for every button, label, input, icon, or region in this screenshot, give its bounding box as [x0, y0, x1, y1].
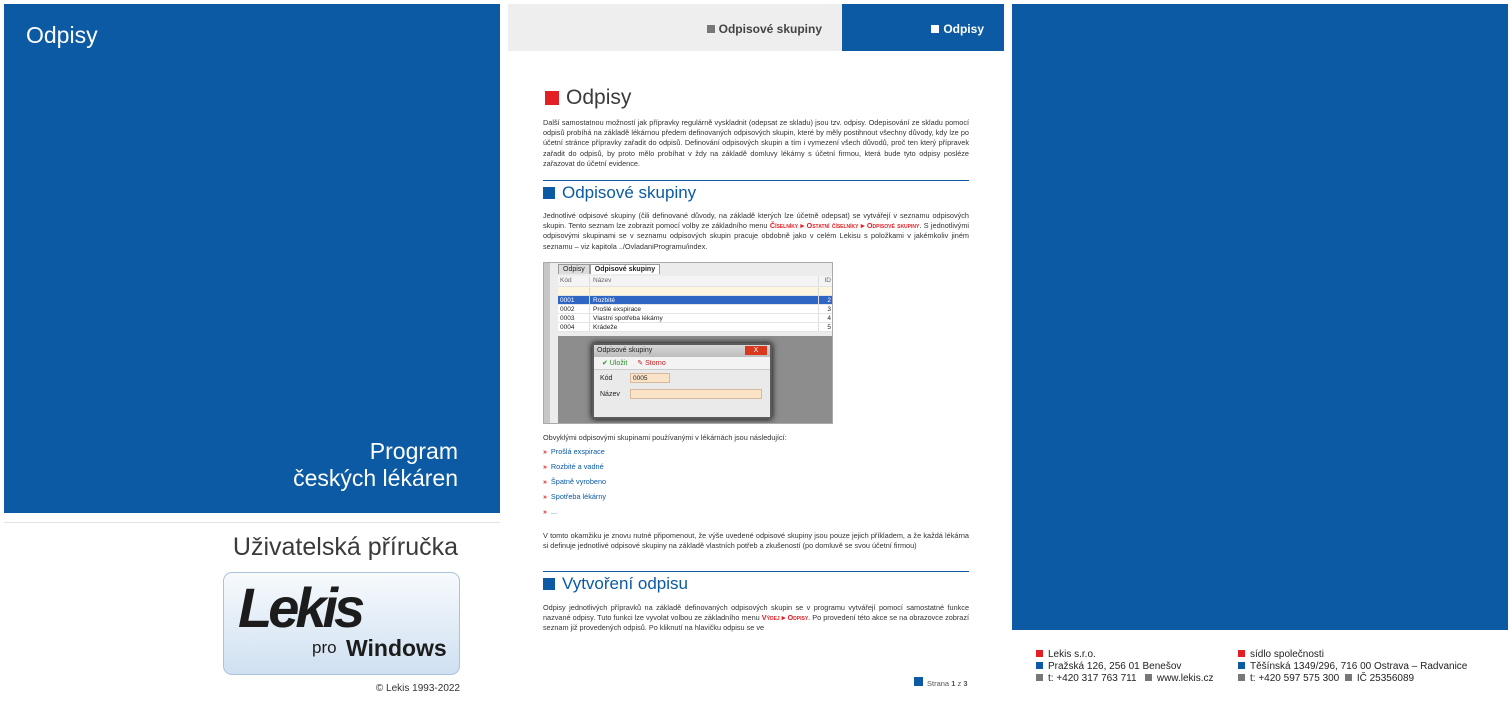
name-field	[630, 389, 762, 399]
cover-panel	[4, 4, 500, 513]
paragraph-common-groups: Obvyklými odpisovými skupinami používanými v lékárnách jsou následující:	[543, 433, 787, 442]
list-item: » Špatně vyrobeno	[543, 477, 607, 486]
blue-square-icon	[543, 187, 555, 199]
paragraph-text: . Po provedení této akce se na obrazovce zobrazí seznam již provedených odpisů. Po kliknutí na hlavičku odpisu se ve	[543, 613, 969, 633]
list-item: » Prošlá exspirace	[543, 447, 605, 456]
dialog-row-name	[594, 386, 770, 402]
header-tab-label: Odpisové skupiny	[718, 22, 822, 36]
grid-col-id: ID	[824, 277, 831, 284]
company-phone: t: +420 317 763 711	[1048, 673, 1137, 684]
cell-code: 0003	[558, 314, 590, 322]
list-item: » ...	[543, 507, 557, 516]
table-row	[558, 323, 833, 332]
cover-program-title	[160, 438, 458, 492]
copyright: © Lekis 1993-2022	[375, 683, 460, 694]
back-cover-panel	[1012, 4, 1508, 630]
heading-text: Vytvoření odpisu	[562, 574, 688, 593]
grid-header	[558, 276, 833, 287]
screenshot-tab-skupiny: Odpisové skupiny	[590, 264, 660, 274]
list-item: » Spotřeba lékárny	[543, 492, 607, 501]
menu-path-ciselniky[interactable]: Číselníky	[769, 221, 799, 231]
double-arrow-icon: »	[543, 509, 547, 516]
hq-ico: IČ 25356089	[1356, 673, 1415, 684]
section-rule	[543, 180, 969, 181]
company-name: Lekis s.r.o.	[1048, 649, 1096, 660]
cell-num: 2	[827, 297, 831, 304]
dialog-titlebar	[594, 345, 770, 357]
square-icon	[1345, 674, 1352, 681]
header-tab-label: Odpisy	[943, 22, 984, 36]
double-arrow-icon: »	[543, 494, 547, 501]
red-square-icon	[545, 91, 559, 105]
grid-filter-row	[558, 287, 833, 296]
screenshot-dialog	[592, 343, 772, 419]
square-icon	[1036, 650, 1043, 657]
cover-program-line1: Program	[369, 438, 458, 464]
paragraph-text: . S jednotlivými odpisovými skupinami se v seznamu odpisových skupin pracuje obdobně jako v celém Lekisu s položkami v jakémkoliv jiném seznamu – viz kapitola ../OvladaniProgramu/index.	[543, 221, 970, 251]
grid-col-name: Název	[590, 276, 819, 286]
double-arrow-icon: »	[543, 464, 547, 471]
paragraph-create	[543, 603, 969, 634]
screenshot-odpisove-skupiny	[543, 262, 833, 424]
paragraph-text: Odpisy jednotlivých přípravků na základě definovaných odpisových skupin se v programu vytvářejí pomocí samostatné funkce nazvané odpisy. Tuto funkci lze vyvolat volbou ze základního menu	[543, 603, 969, 623]
table-row	[558, 305, 833, 314]
paragraph-groups	[543, 211, 969, 252]
double-arrow-icon: »	[543, 449, 547, 456]
page-number: Strana 1 z 3	[914, 677, 967, 688]
heading-text: Odpisové skupiny	[562, 183, 697, 202]
screenshot-tab-odpisy: Odpisy	[558, 264, 590, 274]
code-field: 0005	[630, 373, 670, 383]
company-address: Pražská 126, 256 01 Benešov	[1048, 661, 1182, 672]
cover-program-line2: českých lékáren	[293, 465, 458, 491]
close-icon: X	[745, 346, 767, 355]
cell-name: Krádeže	[590, 323, 819, 331]
section-heading-odpisy	[545, 86, 631, 110]
double-arrow-icon: »	[543, 479, 547, 486]
menu-path-vydej[interactable]: Výdej	[761, 613, 780, 623]
cancel-button: ✎ Storno	[637, 360, 666, 367]
paragraph-intro: Další samostatnou možností jak přípravky regulárně vyskladnit (odepsat ze skladu) jsou tzv. odpisy. Odepisování ze skladu pomocí odpisů probíhá na základě lékárnou předem definovaných odpisových skupin, které by měly postihnout všechny důvody, kdy lze po účetní stránce přípravky zařadit do odpisů. Definování odpisových skupin a tím i vymezení všech důvodů, proč ten který přípravek zařadit do odpisů, by proto mělo probíhat v ždy na základě domluvy lékárny s účetní firmou, která bude tyto odpisy posléze zařazovat do účetní evidence.	[543, 118, 969, 168]
cover-divider	[4, 522, 500, 523]
table-row	[558, 314, 833, 323]
section-rule	[543, 571, 969, 572]
square-icon	[914, 677, 923, 686]
cell-name: Prošlé exspirace	[590, 305, 819, 313]
save-button: ✔ Uložit	[602, 360, 628, 367]
dialog-row-code	[594, 370, 770, 386]
cell-name: Rozbité	[590, 296, 819, 304]
menu-arrow-icon: ▸	[860, 221, 865, 231]
menu-path-ostatni[interactable]: Ostatní číselníky	[806, 221, 859, 231]
screenshot-tabs	[558, 264, 660, 276]
screenshot-sidebar	[544, 263, 550, 424]
header-tab-odpisove-skupiny[interactable]	[508, 4, 842, 51]
list-item: » Rozbité a vadné	[543, 462, 604, 471]
hq-address: Těšínská 1349/296, 716 00 Ostrava – Radvanice	[1250, 661, 1468, 672]
logo-windows-text: Windows	[346, 635, 447, 661]
dialog-title: Odpisové skupiny	[597, 347, 653, 354]
manual-title: Uživatelská příručka	[232, 533, 458, 561]
square-icon	[1145, 674, 1152, 681]
paragraph-note: V tomto okamžiku je znovu nutné připomenout, že výše uvedené odpisové skupiny jsou pouze jejich příkladem, a že každá lékárna si definuje jednotlivé odpisové skupiny na základě vlastních potřeb a zkušeností (po domluvě se svou účetní firmou)	[543, 531, 969, 551]
group-list	[543, 444, 606, 519]
cell-code: 0001	[558, 296, 590, 304]
contact-lekis	[1036, 649, 1214, 685]
cell-code: 0002	[558, 305, 590, 313]
dialog-toolbar	[594, 357, 770, 370]
section-heading-vytvoreni-odpisu	[543, 574, 688, 594]
square-icon	[1036, 662, 1043, 669]
section-heading-odpisove-skupiny	[543, 183, 696, 203]
cell-num: 3	[827, 306, 831, 313]
menu-arrow-icon: ▸	[781, 613, 786, 623]
grid-col-code: Kód	[558, 276, 590, 286]
cell-code: 0004	[558, 323, 590, 331]
logo-main-text: Lekis	[238, 576, 362, 639]
square-icon	[1238, 650, 1245, 657]
square-icon	[707, 25, 715, 33]
company-web-link[interactable]: www.lekis.cz	[1156, 673, 1214, 684]
paragraph-text: Jednotlivé odpisové skupiny (čili definované důvody, na základě kterých lze účetně odepsat) se vytvářejí v seznamu odpisových skupin. Tento seznam lze zobrazit pomocí volby ze základního menu	[543, 211, 969, 231]
cell-name: Vlastní spotřeba lékárny	[590, 314, 819, 322]
cell-num: 5	[827, 324, 831, 331]
logo-pro-text: pro	[312, 638, 337, 657]
menu-path-odpisove-skupiny[interactable]: Odpisové skupiny	[866, 221, 920, 231]
square-icon	[931, 25, 939, 33]
blue-square-icon	[543, 578, 555, 590]
menu-path-odpisy[interactable]: Odpisy	[787, 613, 809, 623]
cover-title: Odpisy	[26, 22, 98, 48]
header-tab-odpisy[interactable]	[842, 4, 1004, 51]
screenshot-grid	[558, 276, 833, 332]
menu-arrow-icon: ▸	[800, 221, 805, 231]
field-label: Název	[600, 390, 620, 398]
square-icon	[1238, 662, 1245, 669]
table-row	[558, 296, 833, 305]
hq-phone: t: +420 597 575 300	[1250, 673, 1340, 684]
cell-num: 4	[827, 315, 831, 322]
square-icon	[1036, 674, 1043, 681]
contact-headquarters	[1238, 649, 1467, 685]
field-label: Kód	[600, 374, 613, 382]
square-icon	[1238, 674, 1245, 681]
heading-text: Odpisy	[566, 86, 632, 109]
hq-label: sídlo společnosti	[1250, 649, 1324, 660]
lekis-logo	[223, 572, 460, 675]
